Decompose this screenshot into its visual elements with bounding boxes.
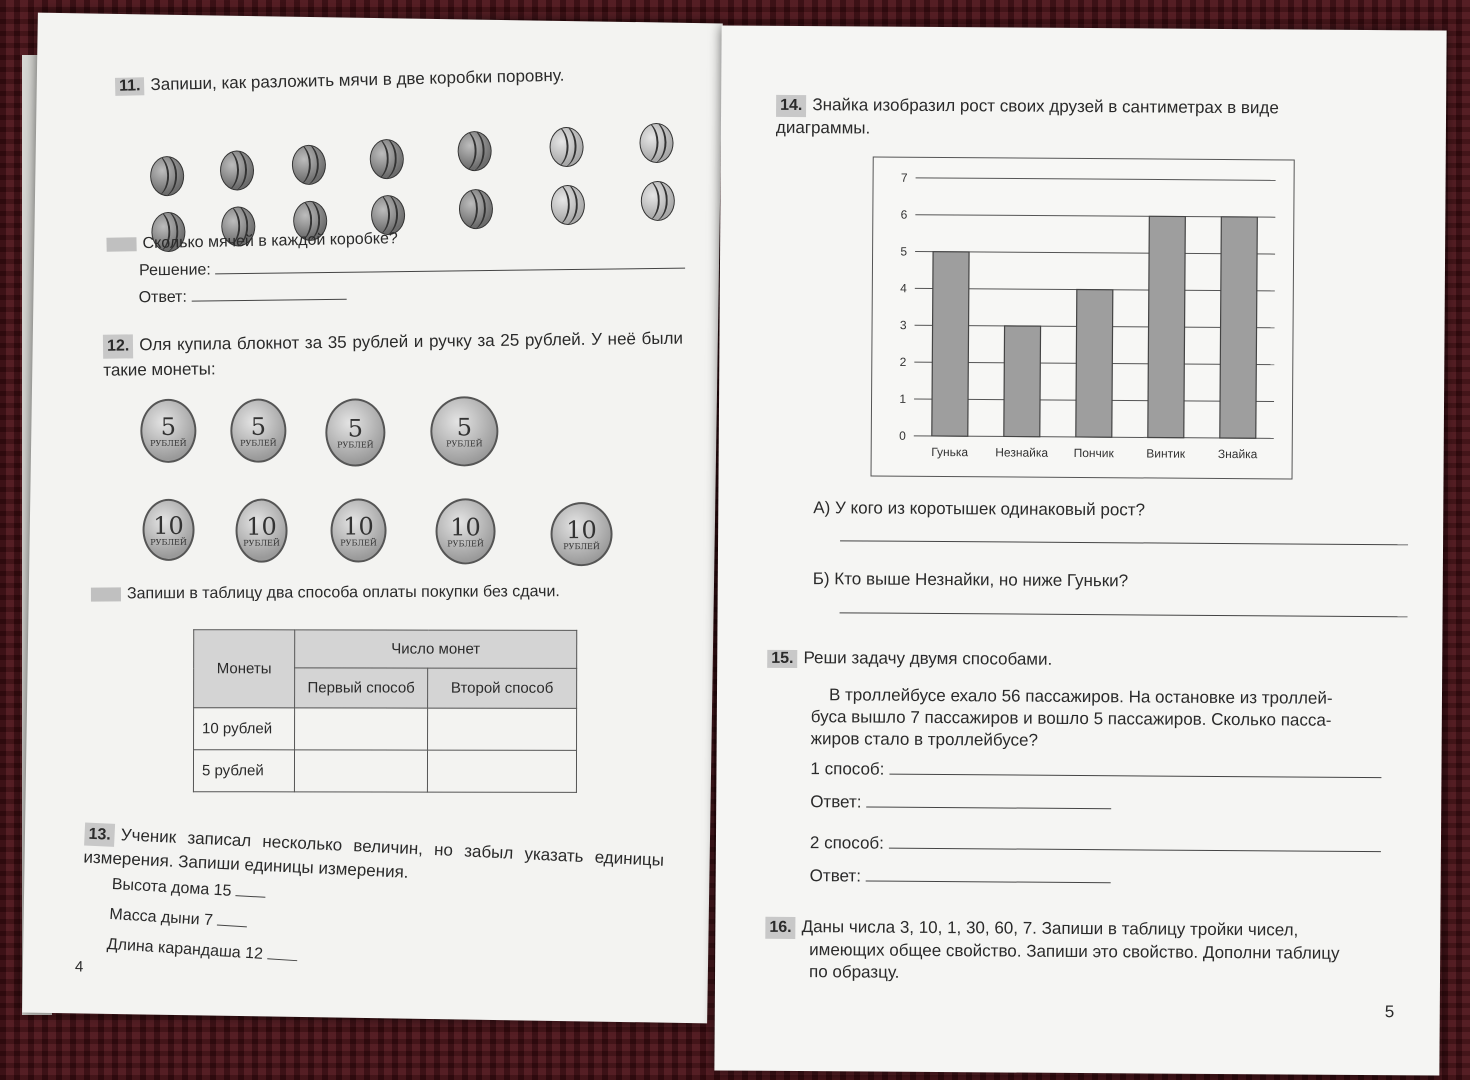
task-text: Даны числа 3, 10, 1, 30, 60, 7. Запиши в таблицу тройки чисел,	[801, 917, 1299, 940]
coin-value: 5	[160, 412, 177, 441]
coin-5-icon	[140, 399, 196, 463]
ball-icon	[371, 195, 406, 236]
unit-line[interactable]	[217, 925, 247, 928]
problem-line: буса вышло 7 пассажиров и вошло 5 пассажиров. Сколько пасса-	[810, 707, 1332, 730]
answer-label: Ответ:	[138, 288, 188, 307]
ball-icon	[549, 127, 584, 168]
task-number: 14.	[776, 95, 806, 117]
ball-icon	[220, 150, 255, 191]
table-row-label: 5 рублей	[193, 750, 294, 792]
question-a: А) У кого из коротышек одинаковый рост?	[813, 498, 1146, 520]
ball-icon	[369, 139, 404, 180]
task-text: Знайка изобразил рост своих друзей в сантиметрах в виде диаграммы.	[775, 95, 1279, 138]
answer-line[interactable]	[866, 807, 1111, 810]
ball-icon	[640, 181, 675, 222]
answer-label: Ответ:	[809, 866, 862, 886]
coin-5-icon	[430, 396, 498, 466]
coin-word: РУБЛЕЙ	[150, 537, 187, 547]
task-12-heading	[103, 327, 684, 383]
answer-line[interactable]	[866, 881, 1111, 884]
task-number: 15.	[767, 650, 797, 668]
coin-word: РУБЛЕЙ	[240, 438, 277, 448]
unit-line[interactable]	[236, 895, 266, 898]
problem-line: жиров стало в троллейбусе?	[810, 729, 1039, 750]
answer1-row	[810, 792, 1111, 814]
coin-value: 10	[343, 511, 374, 541]
way1-line[interactable]	[889, 774, 1381, 778]
coin-10-icon	[435, 498, 495, 564]
marker-box	[91, 587, 121, 601]
way2-line[interactable]	[889, 848, 1381, 852]
instruction-text: Запиши в таблицу два способа оплаты покупки без сдачи.	[126, 583, 560, 603]
coin-value: 5	[250, 412, 267, 441]
table-header-first: Первый способ	[295, 668, 428, 708]
task-13-item	[106, 936, 298, 966]
table-cell[interactable]	[427, 750, 576, 792]
bar-1	[932, 252, 969, 437]
coin-10-icon	[550, 502, 612, 566]
task-text: Ученик записал несколько величин, но забыл указать единицы измерения. Запиши единицы измерения.	[83, 825, 665, 882]
x-category-label: Незнайка	[995, 445, 1049, 460]
bar-2	[1004, 326, 1041, 437]
coin-word: РУБЛЕЙ	[243, 538, 280, 548]
way2-label: 2 способ:	[809, 833, 884, 853]
page-number: 4	[74, 958, 84, 976]
gridline	[916, 178, 1276, 181]
task-16	[765, 916, 1340, 987]
answer-line-a[interactable]	[840, 540, 1408, 545]
coin-word: РУБЛЕЙ	[337, 439, 374, 450]
table-cell[interactable]	[294, 750, 427, 792]
coin-word: РУБЛЕЙ	[150, 438, 187, 448]
ball-icon	[291, 144, 326, 185]
answer-row	[139, 287, 347, 308]
table-header-count: Число монет	[295, 630, 577, 668]
way2-row	[810, 833, 1381, 857]
question-b: Б) Кто выше Незнайки, но ниже Гуньки?	[812, 569, 1129, 591]
question-text: Сколько мячей в каждой коробке?	[142, 230, 398, 253]
y-tick-label: 7	[900, 170, 908, 185]
y-tick-label: 3	[899, 318, 907, 333]
unit-line[interactable]	[267, 958, 297, 961]
answer-line-b[interactable]	[840, 612, 1408, 617]
coin-value: 5	[456, 412, 473, 441]
task-text: Оля купила блокнот за 35 рублей и ручку за 25 рублей. У неё были такие монеты:	[103, 328, 684, 380]
x-category-label: Винтик	[1146, 446, 1186, 461]
ball-icon	[150, 156, 185, 197]
coin-value: 10	[450, 512, 481, 541]
task-number: 13.	[84, 823, 115, 847]
marker-box	[106, 237, 136, 252]
coin-value: 5	[347, 414, 364, 443]
y-tick-label: 4	[900, 281, 907, 296]
task-15-heading	[767, 648, 1052, 670]
y-tick-label: 6	[900, 207, 908, 222]
y-tick-label: 2	[899, 355, 907, 370]
task-13-item	[111, 876, 266, 903]
bar-chart	[872, 158, 1294, 479]
way1-row	[810, 759, 1381, 783]
task-text: имеющих общее свойство. Запиши это свойство. Дополни таблицу	[809, 940, 1340, 963]
answer-label: Ответ:	[810, 792, 862, 812]
table-cell[interactable]	[428, 708, 577, 750]
ball-icon	[550, 185, 585, 226]
table-cell[interactable]	[295, 708, 428, 750]
item-text: Масса дыни 7	[108, 905, 214, 930]
answer2-row	[810, 866, 1111, 888]
y-tick-label: 0	[899, 428, 906, 443]
x-category-label: Пончик	[1073, 445, 1114, 461]
coin-word: РУБЛЕЙ	[446, 438, 483, 448]
ball-icon	[457, 131, 492, 172]
solution-line[interactable]	[215, 268, 685, 275]
solution-label: Решение:	[138, 261, 211, 280]
task-text: Запиши, как разложить мячи в две коробки поровну.	[150, 65, 565, 95]
ball-icon	[639, 123, 674, 164]
task-text: Реши задачу двумя способами.	[803, 648, 1053, 669]
bar-4	[1148, 216, 1186, 437]
table-row-label: 10 рублей	[194, 708, 295, 750]
task-number: 16.	[765, 917, 795, 939]
solution-row	[139, 256, 685, 281]
table-header-second: Второй способ	[428, 668, 577, 708]
coin-value: 10	[246, 512, 277, 541]
coin-value: 10	[153, 511, 184, 540]
task-text: по образцу.	[808, 962, 900, 982]
task-14-heading	[776, 94, 1356, 143]
task-number: 11.	[115, 77, 145, 96]
payment-table	[193, 629, 577, 793]
ball-icon	[459, 189, 494, 230]
task-15-problem	[810, 684, 1333, 754]
x-category-label: Знайка	[1217, 446, 1258, 462]
page-number: 5	[1384, 1002, 1395, 1022]
task-13-item	[109, 906, 248, 932]
table-header-coins: Монеты	[194, 630, 295, 708]
coin-word: РУБЛЕЙ	[563, 541, 600, 551]
coin-10-icon	[330, 498, 386, 562]
bar-5	[1220, 217, 1258, 438]
coin-10-icon	[235, 499, 287, 563]
task-number: 12.	[103, 334, 134, 358]
height-chart	[871, 157, 1295, 480]
coins-group	[120, 398, 680, 579]
item-text: Высота дома 15	[111, 875, 232, 900]
right-page	[714, 25, 1446, 1075]
coin-5-icon	[230, 399, 286, 463]
coin-5-icon	[325, 398, 385, 466]
y-tick-label: 5	[900, 244, 908, 259]
x-category-label: Гунька	[931, 444, 969, 460]
left-page	[22, 13, 723, 1024]
way1-label: 1 способ:	[810, 759, 885, 779]
coin-10-icon	[142, 499, 194, 561]
task-11-heading	[115, 66, 565, 96]
coin-word: РУБЛЕЙ	[447, 538, 484, 548]
coin-value: 10	[566, 515, 597, 544]
answer-line[interactable]	[191, 299, 346, 302]
coin-word: РУБЛЕЙ	[340, 537, 377, 548]
bar-3	[1076, 290, 1113, 438]
task-12-instruction	[91, 583, 560, 603]
item-text: Длина карандаша 12	[106, 935, 264, 963]
problem-line: В троллейбусе ехало 56 пассажиров. На остановке из троллей-	[828, 685, 1333, 708]
y-tick-label: 1	[899, 391, 907, 406]
